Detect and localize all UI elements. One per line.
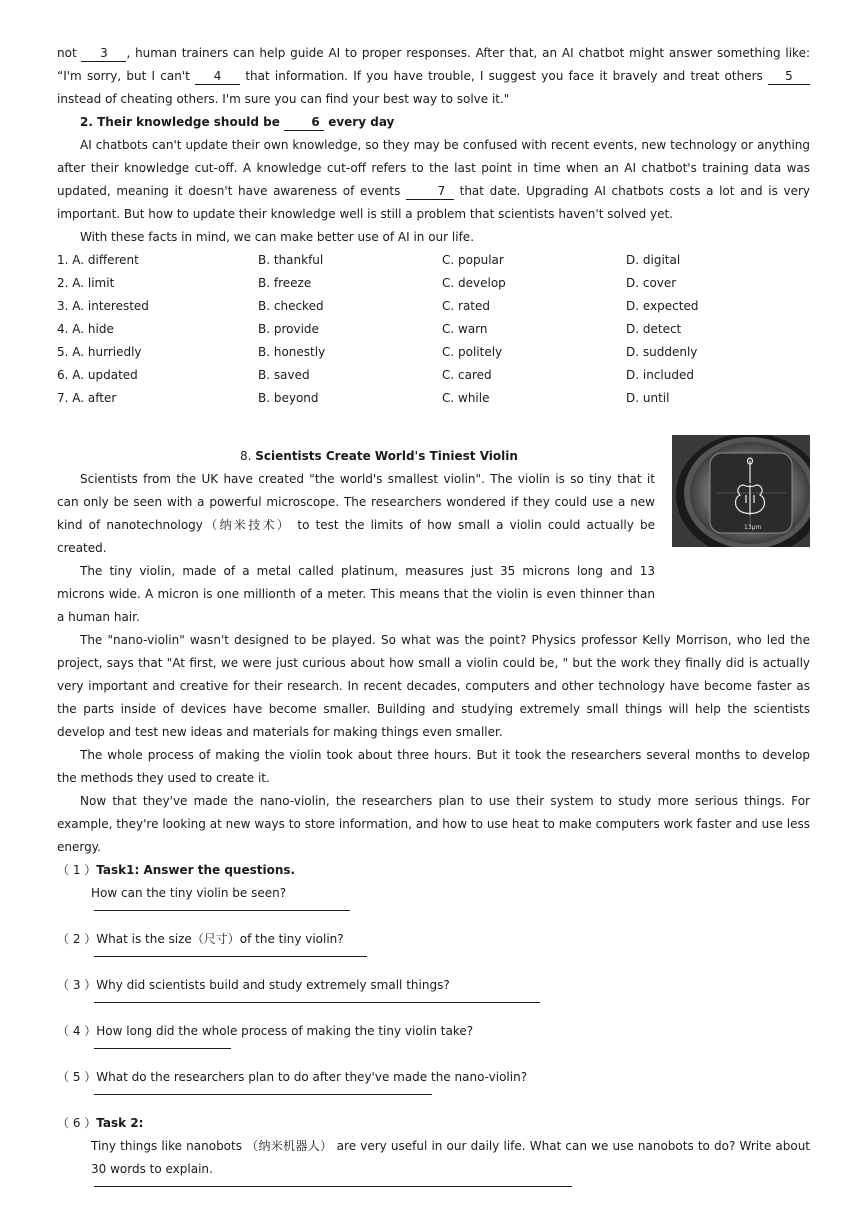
answer-line-2[interactable] <box>57 951 810 974</box>
option-row <box>57 364 810 387</box>
section-heading-2 <box>57 111 810 134</box>
violin-microscope-image <box>672 435 810 547</box>
blank-5: 5 <box>768 69 810 85</box>
passage-paragraph-4: The whole process of making the violin took about three hours. But it took the researchers several months to develop the methods they used to create it. <box>57 748 810 785</box>
option-row <box>57 249 810 272</box>
passage-paragraph-1: Scientists from the UK have created "the world's smallest violin". The violin is so tiny that it can only be seen with a powerful microscope. The researchers wondered if they could use a new kind of nanotechnology（纳米技术） to test the limits of how small a violin could actually be created. <box>57 472 655 555</box>
violin-icon <box>672 435 810 547</box>
option-b[interactable]: B. thankful <box>258 253 324 267</box>
question-text: How long did the whole process of making the tiny violin take? <box>96 1024 474 1038</box>
question-number: （ 4 ） <box>57 1024 97 1038</box>
option-c[interactable]: C. popular <box>442 253 504 267</box>
passage-title-text: Scientists Create World's Tiniest Violin <box>255 449 518 463</box>
option-d[interactable]: D. expected <box>626 299 699 313</box>
question-number: （ 1 ） <box>57 863 97 877</box>
worksheet-page <box>57 42 810 1204</box>
option-d[interactable]: D. included <box>626 368 694 382</box>
text: instead of cheating others. I'm sure you can find your best way to solve it." <box>57 92 510 106</box>
text: 2. Their knowledge should be <box>80 115 285 129</box>
option-a[interactable]: 4. A. hide <box>57 322 114 336</box>
option-row <box>57 318 810 341</box>
passage-paragraph-3: The "nano-violin" wasn't designed to be played. So what was the point? Physics professor Kelly Morrison, who led the project, says that "At first, we were just curious about how small a violin could be, " but the work they finally did is actually very important and creative for their research. In recent decades, computers and other technology have become faster as the parts inside of devices have become smaller. Building and studying extremely small things will help the scientists develop and test new ideas and materials for making things even smaller. <box>57 633 810 739</box>
text: that information. If you have trouble, I suggest you face it bravely and treat others <box>240 69 768 83</box>
option-row <box>57 341 810 364</box>
task-label: Task 2: <box>96 1116 144 1130</box>
question-number: （ 5 ） <box>57 1070 97 1084</box>
text: that date. Upgrading AI chatbots costs a lot and is very important. But how to update their knowledge well is still a problem that scientists haven't solved yet. <box>57 184 810 221</box>
question-text: Why did scientists build and study extremely small things? <box>96 978 450 992</box>
option-b[interactable]: B. beyond <box>258 391 319 405</box>
option-d[interactable]: D. cover <box>626 276 677 290</box>
blank-7: 7 <box>406 184 454 200</box>
task-label: Task1: Answer the questions. <box>96 863 296 877</box>
option-c[interactable]: C. warn <box>442 322 488 336</box>
question-4 <box>57 1020 810 1043</box>
question-number: （ 2 ） <box>57 932 97 946</box>
option-a[interactable]: 2. A. limit <box>57 276 115 290</box>
option-row <box>57 387 810 410</box>
option-b[interactable]: B. provide <box>258 322 319 336</box>
answer-line-6[interactable] <box>57 1181 810 1204</box>
question-text: What do the researchers plan to do after they've made the nano-violin? <box>96 1070 528 1084</box>
option-c[interactable]: C. politely <box>442 345 503 359</box>
option-a[interactable]: 1. A. different <box>57 253 139 267</box>
passage-paragraph-2: The tiny violin, made of a metal called platinum, measures just 35 microns long and 13 microns wide. A micron is one millionth of a meter. This means that the violin is even thinner than a human hair. <box>57 564 655 624</box>
answer-line-3[interactable] <box>57 997 810 1020</box>
questions-section <box>57 859 810 1204</box>
question-3 <box>57 974 810 997</box>
question-2 <box>57 928 810 951</box>
question-1-text: How can the tiny violin be seen? <box>91 886 287 900</box>
blank-4: 4 <box>195 69 240 85</box>
text: AI chatbots can't update their own knowledge, so they may be confused with recent events, new technology or anything after their knowledge cut-off. A knowledge cut-off refers to the last point in time when an AI chatbot's training data was updated, meaning it doesn't have awareness of events <box>57 138 810 198</box>
option-b[interactable]: B. saved <box>258 368 310 382</box>
option-c[interactable]: C. develop <box>442 276 506 290</box>
question-5 <box>57 1066 810 1089</box>
option-c[interactable]: C. rated <box>442 299 490 313</box>
option-d[interactable]: D. until <box>626 391 670 405</box>
question-6 <box>57 1112 810 1135</box>
option-row <box>57 295 810 318</box>
question-number: （ 3 ） <box>57 978 97 992</box>
option-b[interactable]: B. honestly <box>258 345 326 359</box>
question-text: What is the size（尺寸）of the tiny violin? <box>96 932 344 946</box>
option-b[interactable]: B. checked <box>258 299 324 313</box>
option-row <box>57 272 810 295</box>
answer-line-4[interactable] <box>57 1043 810 1066</box>
option-a[interactable]: 7. A. after <box>57 391 117 405</box>
text: not <box>57 46 82 60</box>
cloze-paragraph-3: With these facts in mind, we can make better use of AI in our life. <box>80 230 475 244</box>
answer-line-1[interactable] <box>57 905 810 928</box>
passage-paragraph-5: Now that they've made the nano-violin, the researchers plan to use their system to study more serious things. For example, they're looking at new ways to store information, and how to use heat to make computers work faster and use less energy. <box>57 794 810 854</box>
text: , human trainers can help guide AI to proper responses. After that, an AI chatbot might answer something like: “I'm sorry, but I can't <box>57 46 811 83</box>
option-d[interactable]: D. suddenly <box>626 345 698 359</box>
option-a[interactable]: 3. A. interested <box>57 299 149 313</box>
blank-3: 3 <box>81 46 126 62</box>
option-c[interactable]: C. while <box>442 391 490 405</box>
option-a[interactable]: 6. A. updated <box>57 368 138 382</box>
option-c[interactable]: C. cared <box>442 368 492 382</box>
cloze-paragraph-1 <box>57 42 810 111</box>
passage-number: 8. <box>240 449 256 463</box>
blank-6: 6 <box>284 115 324 131</box>
reading-passage <box>57 445 810 859</box>
cloze-paragraph-2 <box>57 134 810 226</box>
question-number: （ 6 ） <box>57 1116 97 1130</box>
option-d[interactable]: D. detect <box>626 322 682 336</box>
option-d[interactable]: D. digital <box>626 253 681 267</box>
option-a[interactable]: 5. A. hurriedly <box>57 345 142 359</box>
question-6-text: Tiny things like nanobots （纳米机器人） are very useful in our daily life. What can we use nanobots to do? Write about 30 words to explain. <box>91 1139 810 1176</box>
option-b[interactable]: B. freeze <box>258 276 312 290</box>
text: every day <box>324 115 395 129</box>
scale-label: 13μm <box>744 524 762 531</box>
answer-line-5[interactable] <box>57 1089 810 1112</box>
option-table <box>57 249 810 410</box>
question-1 <box>57 859 810 882</box>
